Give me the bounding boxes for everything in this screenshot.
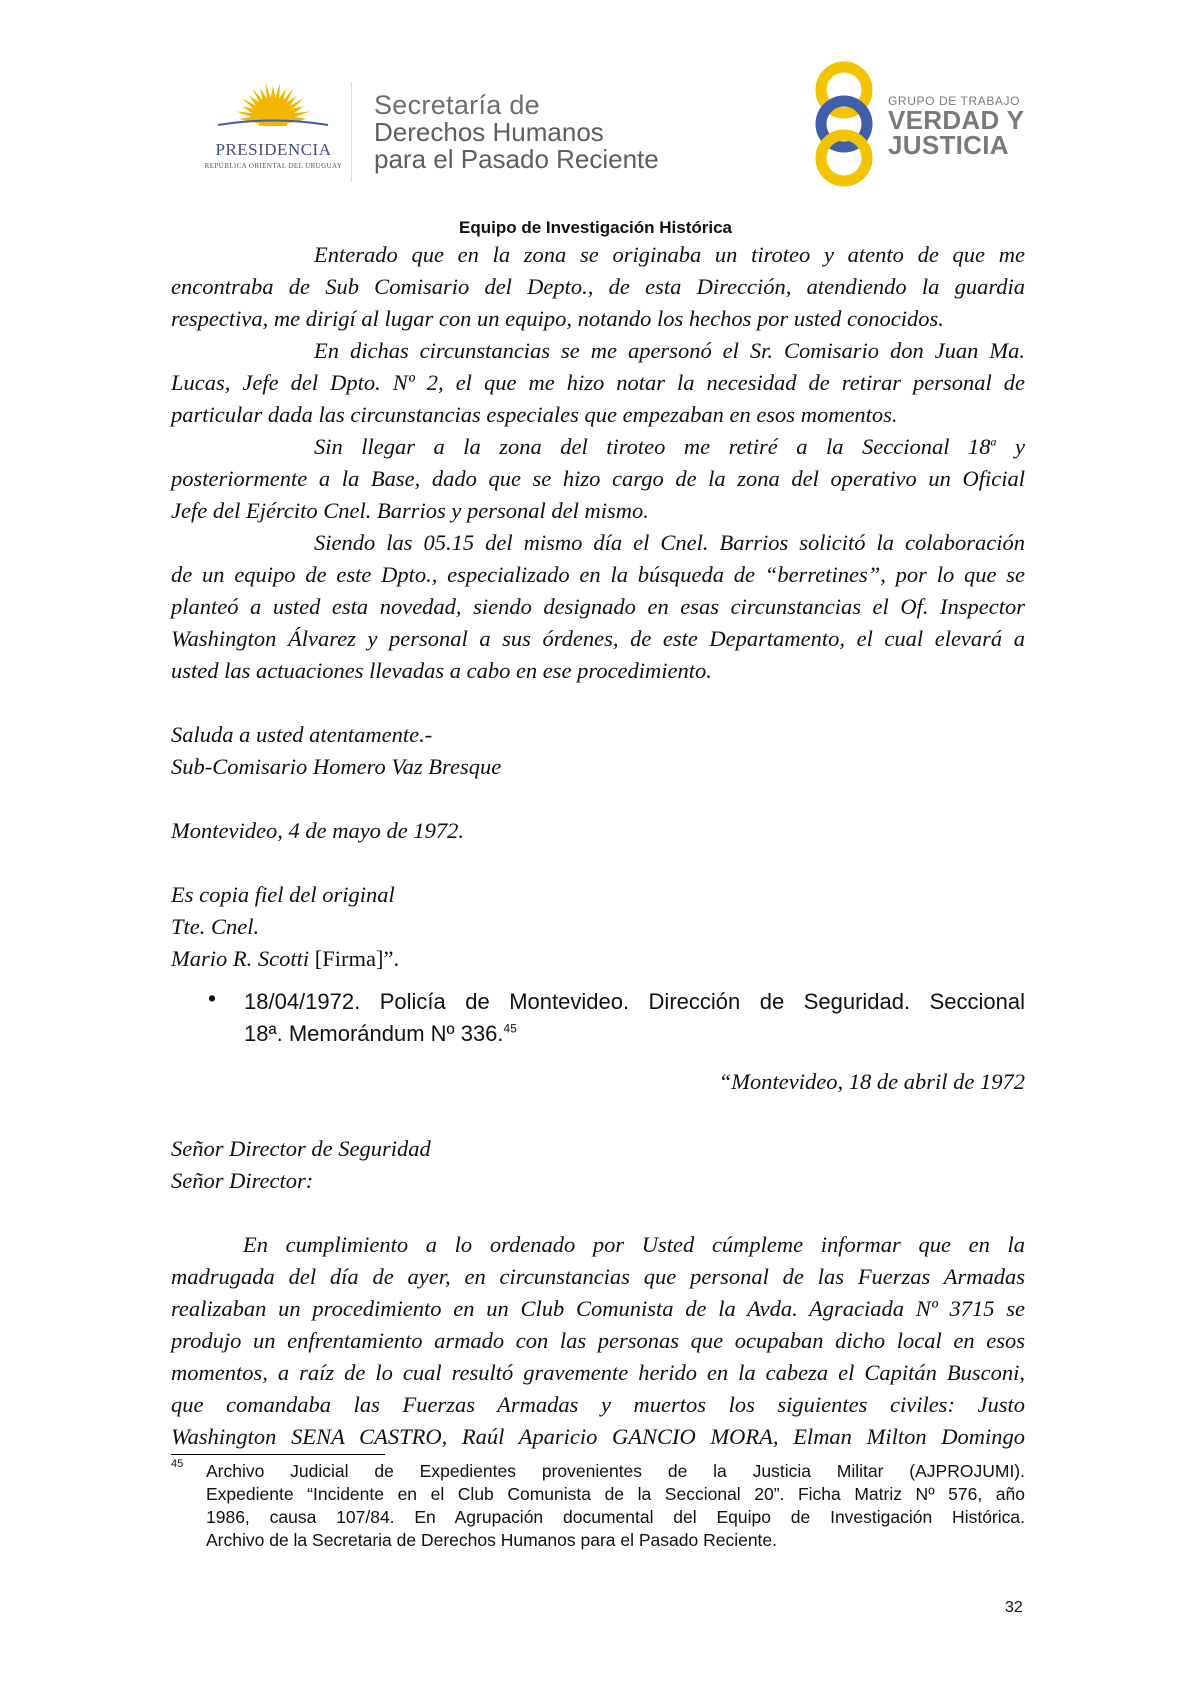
p4-line: usted las actuaciones llevadas a cabo en ese procedimiento.	[171, 658, 712, 683]
p4-line: planteó a usted esta novedad, siendo designado en esas circunstancias el Of. Inspector	[171, 594, 1025, 619]
paragraph-2	[171, 335, 1025, 431]
memo-line: que comandaba las Fuerzas Armadas y muertos los siguientes civiles: Justo	[171, 1392, 1025, 1417]
p3-line-text: Sin llegar a la zona del tiroteo me retiré a la Seccional 18	[314, 434, 991, 459]
memo-date: “Montevideo, 18 de abril de 1972	[718, 1069, 1025, 1094]
bullet-line: 18/04/1972. Policía de Montevideo. Dirección de Seguridad. Seccional	[244, 989, 1025, 1014]
footnote-line: Expediente “Incidente en el Club Comunista de la Seccional 20”. Ficha Matriz Nº 576, año	[206, 1484, 1025, 1504]
memo-line: En cumplimiento a lo ordenado por Usted cúmpleme informar que en la	[243, 1232, 1025, 1257]
memo-line: produjo un enfrentamiento armado con las personas que ocupaban dicho local en esos	[171, 1328, 1025, 1353]
paragraph-1	[171, 239, 1025, 335]
p3-line: posteriormente a la Base, dado que se hizo cargo de la zona del operativo un Oficial	[171, 466, 1025, 491]
presidencia-title: PRESIDENCIA	[215, 140, 332, 159]
bullet-icon: •	[208, 985, 217, 1011]
saluda-line: Saluda a usted atentamente.-	[171, 722, 433, 747]
memo-line: momentos, a raíz de lo cual resultó gravemente herido en la cabeza el Capitán Busconi,	[171, 1360, 1025, 1385]
closing-date: Montevideo, 4 de mayo de 1972.	[171, 818, 465, 843]
secretaria-line-2: Derechos Humanos	[374, 117, 604, 147]
footnote-line: 1986, causa 107/84. En Agrupación documental del Equipo de Investigación Histórica.	[206, 1507, 1025, 1527]
memo-addressee	[171, 1133, 431, 1197]
p4-line: de un equipo de este Dpto., especializado en la búsqueda de “berretines”, por lo que se	[171, 562, 1025, 587]
firma-line: Sub-Comisario Homero Vaz Bresque	[171, 754, 502, 779]
p1-line: Enterado que en la zona se originaba un tiroteo y atento de que me	[314, 242, 1025, 267]
p2-line: particular dada las circunstancias especiales que empezaban en esos momentos.	[171, 402, 898, 427]
p3-line	[171, 431, 1025, 463]
ordinal-superscript: a	[990, 434, 997, 449]
secretaria-line-3: para el Pasado Reciente	[374, 144, 659, 174]
p3-line: Jefe del Ejército Cnel. Barrios y personal del mismo.	[171, 498, 649, 523]
footnote-line: Archivo Judicial de Expedientes provenientes de la Justicia Militar (AJPROJUMI).	[206, 1461, 1025, 1481]
bullet-line: 18ª. Memorándum Nº 336.	[244, 1021, 504, 1046]
memo-body	[171, 1229, 1025, 1453]
addressee-line: Señor Director de Seguridad	[171, 1136, 431, 1161]
copy-certification	[171, 879, 399, 975]
presidencia-subtitle: REPÚBLICA ORIENTAL DEL URUGUAY	[204, 162, 343, 170]
p3-line-tail: y	[996, 434, 1025, 459]
paragraph-3	[171, 431, 1025, 527]
p4-line: Washington Álvarez y personal a sus órdenes, de este Departamento, el cual elevará a	[171, 626, 1025, 651]
memo-line: madrugada del día de ayer, en circunstancias que personal de las Fuerzas Armadas	[171, 1264, 1025, 1289]
closing-signature	[171, 719, 501, 783]
nombre-line	[171, 943, 399, 975]
paragraph-4	[171, 527, 1025, 687]
page-number: 32	[1005, 1599, 1023, 1616]
p1-line: encontraba de Sub Comisario del Depto., de esta Dirección, atendiendo la guardia	[171, 274, 1025, 299]
grupo-line-1: GRUPO DE TRABAJO	[888, 94, 1021, 108]
p4-line: Siendo las 05.15 del mismo día el Cnel. Barrios solicitó la colaboración	[314, 530, 1025, 555]
secretaria-line-1: Secretaría de	[374, 90, 540, 120]
addressee-line: Señor Director:	[171, 1168, 314, 1193]
footnote-number: 45	[171, 1458, 184, 1470]
presidencia-logo	[196, 82, 351, 182]
equipo-title: Equipo de Investigación Histórica	[459, 218, 732, 237]
copia-line: Es copia fiel del original	[171, 882, 395, 907]
bullet-item	[244, 986, 1025, 1050]
footnote-rule	[171, 1454, 385, 1455]
header-divider	[351, 82, 352, 182]
nombre-text: Mario R. Scotti	[171, 946, 310, 971]
memo-line: Washington SENA CASTRO, Raúl Aparicio GANCIO MORA, Elman Milton Domingo	[171, 1424, 1025, 1449]
grupo-line-2: VERDAD Y	[888, 105, 1025, 135]
rango-line: Tte. Cnel.	[171, 914, 260, 939]
p2-line: En dichas circunstancias se me apersonó el Sr. Comisario don Juan Ma.	[314, 338, 1025, 363]
firma-tag: [Firma]”.	[309, 946, 400, 971]
p1-line: respectiva, me dirigí al lugar con un equipo, notando los hechos por usted conocidos.	[171, 306, 944, 331]
secretaria-logo-text	[374, 92, 659, 173]
footnote-ref: 45	[503, 1021, 517, 1036]
p2-line: Lucas, Jefe del Dpto. Nº 2, el que me hizo notar la necesidad de retirar personal de	[171, 370, 1025, 395]
memo-line: realizaban un procedimiento en un Club Comunista de la Avda. Agraciada Nº 3715 se	[171, 1296, 1025, 1321]
grupo-line-3: JUSTICIA	[888, 130, 1009, 160]
footnote-line: Archivo de la Secretaria de Derechos Humanos para el Pasado Reciente.	[206, 1530, 778, 1550]
footnote-text	[206, 1460, 1025, 1552]
verdad-justicia-text	[888, 94, 1024, 158]
